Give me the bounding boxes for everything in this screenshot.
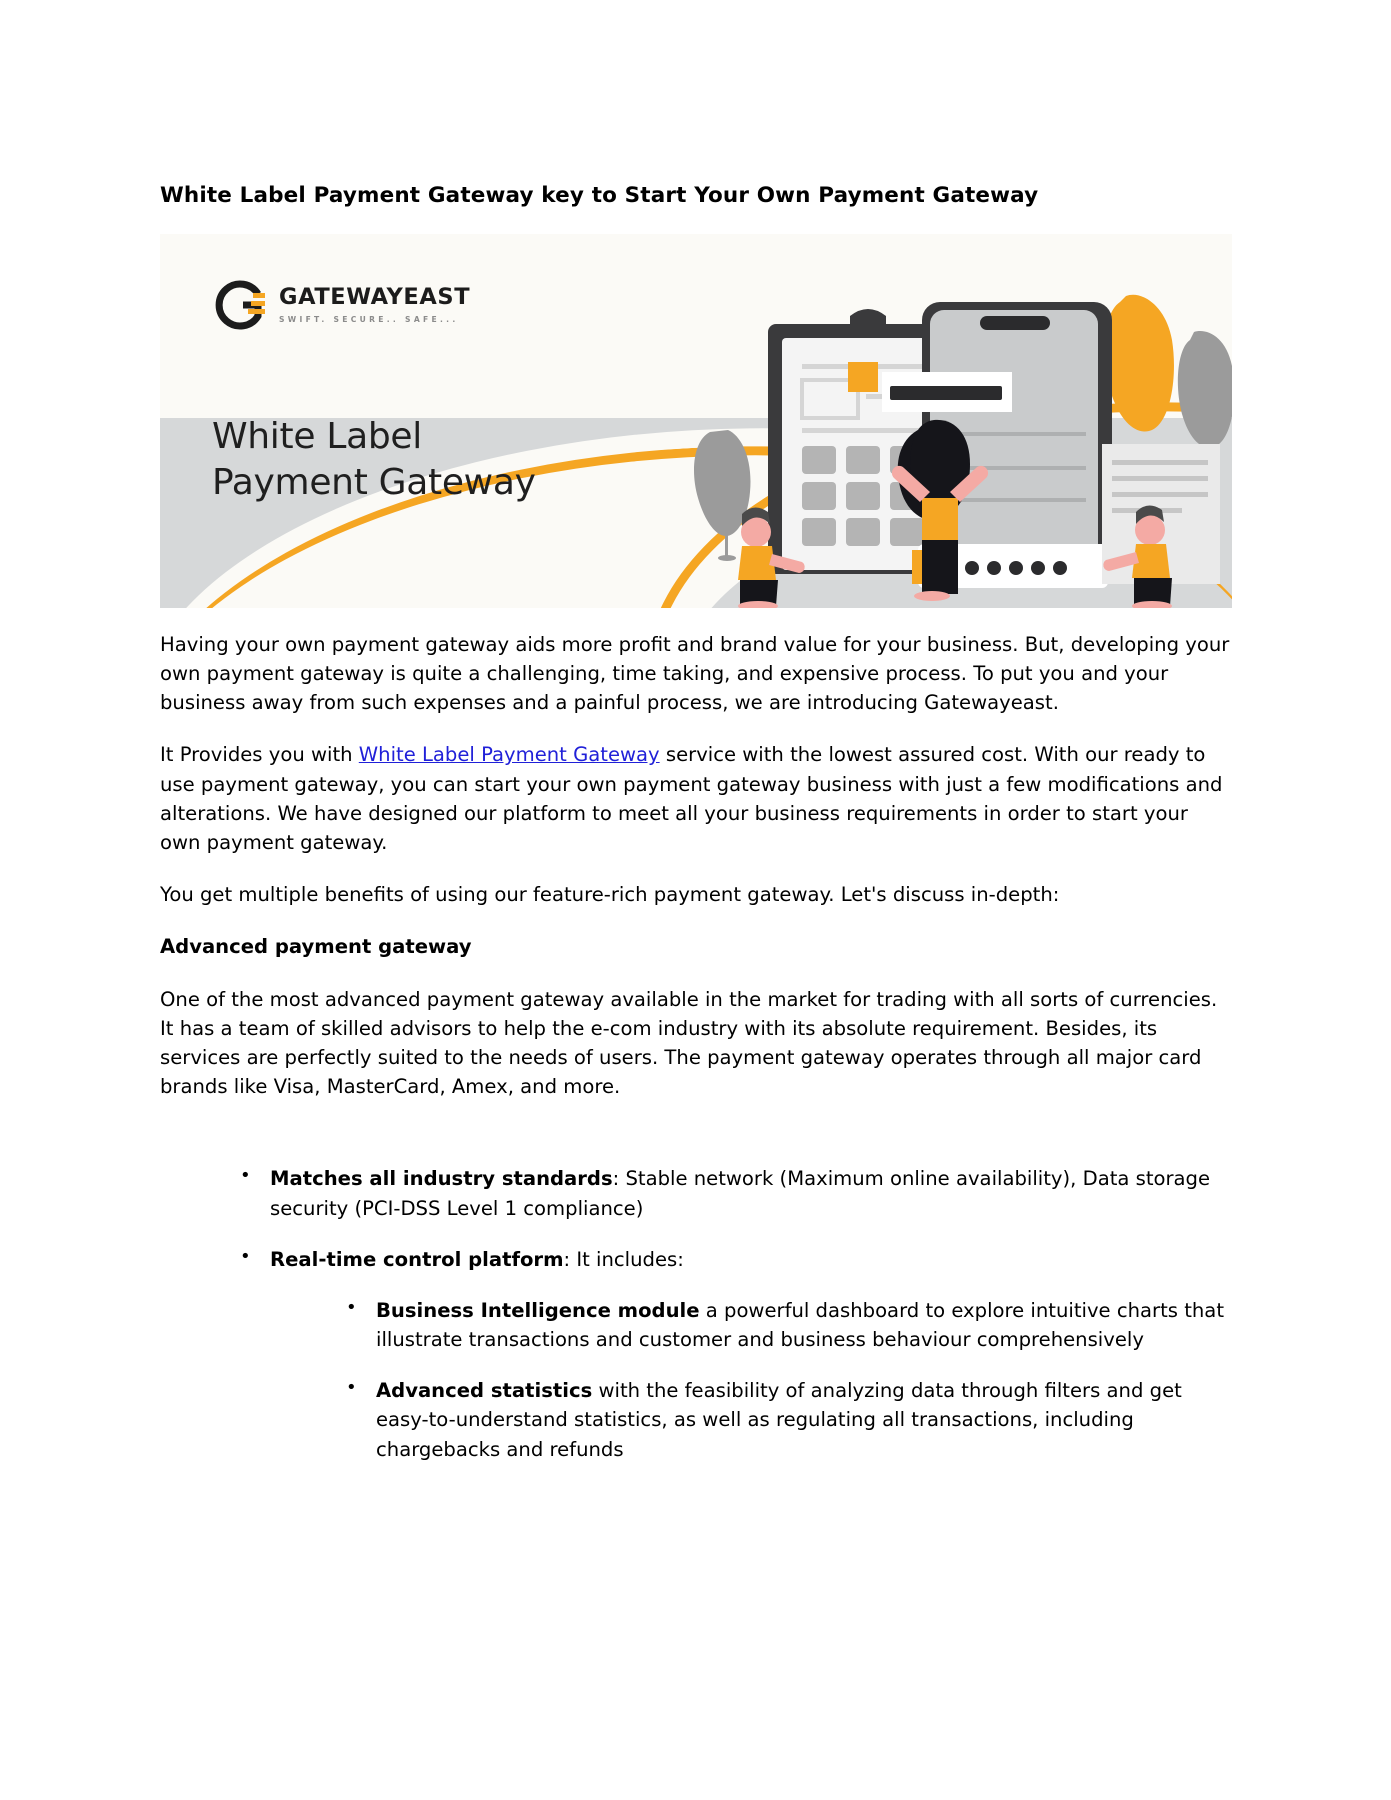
subbullet-2-label: Advanced statistics [376,1379,593,1403]
document-content [160,183,1233,1486]
logo-wordmark: GATEWAYEAST [279,284,471,311]
bullet-1-text: : Stable network (Maximum online availability), Data storage security (PCI-DSS Level 1 compliance) [270,1167,1211,1220]
paragraph-advanced-description: One of the most advanced payment gateway available in the market for trading with all sorts of currencies. It has a team of skilled advisors to help the e-com industry with its absolute requirement. Besides, its services are perfectly suited to the needs of users. The payment gateway operates through all major card brands like Visa, MasterCard, Amex, and more. [160,987,1218,1099]
section-heading-advanced-payment-gateway: Advanced payment gateway [160,935,472,959]
banner-headline-line1: White Label [212,415,422,457]
banner-headline [212,414,536,506]
list-spacer [160,1124,1233,1164]
bullet-1-label: Matches all industry standards [270,1167,613,1191]
brand-logo [213,276,470,334]
list-item [236,1245,1233,1464]
white-label-payment-gateway-link[interactable]: White Label Payment Gateway [358,743,660,767]
bullet-2-text: : It includes: [563,1247,684,1271]
paragraph-service-prefix: It Provides you with [160,743,359,767]
paragraph-benefits-lead: You get multiple benefits of using our feature-rich payment gateway. Let's discuss in-depth: [160,883,1060,907]
bullet-2-label: Real-time control platform [270,1247,564,1271]
paragraph-service-suffix: service with the lowest assured cost. With our ready to use payment gateway, you can start your own payment gateway business with just a few modifications and alterations. We have designed our platform to meet all your business requirements in order to start your own payment gateway. [160,743,1223,854]
logo-tagline: SWIFT. SECURE.. SAFE... [279,314,459,324]
subbullet-1-label: Business Intelligence module [376,1298,700,1322]
banner-headline-line2: Payment Gateway [212,461,536,503]
benefits-list [160,1164,1233,1464]
benefits-sublist [270,1296,1233,1464]
payment-illustration [650,244,1232,608]
logo-text [279,286,470,324]
list-item [342,1296,1233,1354]
list-item [342,1376,1233,1464]
subbullet-2-text: with the feasibility of analyzing data through filters and get easy-to-understand statistics, as well as regulating all transactions, including chargebacks and refunds [376,1379,1182,1461]
banner-image [160,234,1232,608]
paragraph-intro: Having your own payment gateway aids more profit and brand value for your business. But, developing your own payment gateway is quite a challenging, time taking, and expensive process. To put you and your business away from such expenses and a painful process, we are introducing Gatewayeast. [160,632,1230,715]
subbullet-1-text: a powerful dashboard to explore intuitive charts that illustrate transactions and customer and business behaviour comprehensively [376,1298,1224,1352]
list-item [236,1164,1233,1222]
paragraph-service [160,740,1233,857]
gatewayeast-logo-icon [213,276,275,334]
page-title: White Label Payment Gateway key to Start Your Own Payment Gateway [160,183,1039,208]
